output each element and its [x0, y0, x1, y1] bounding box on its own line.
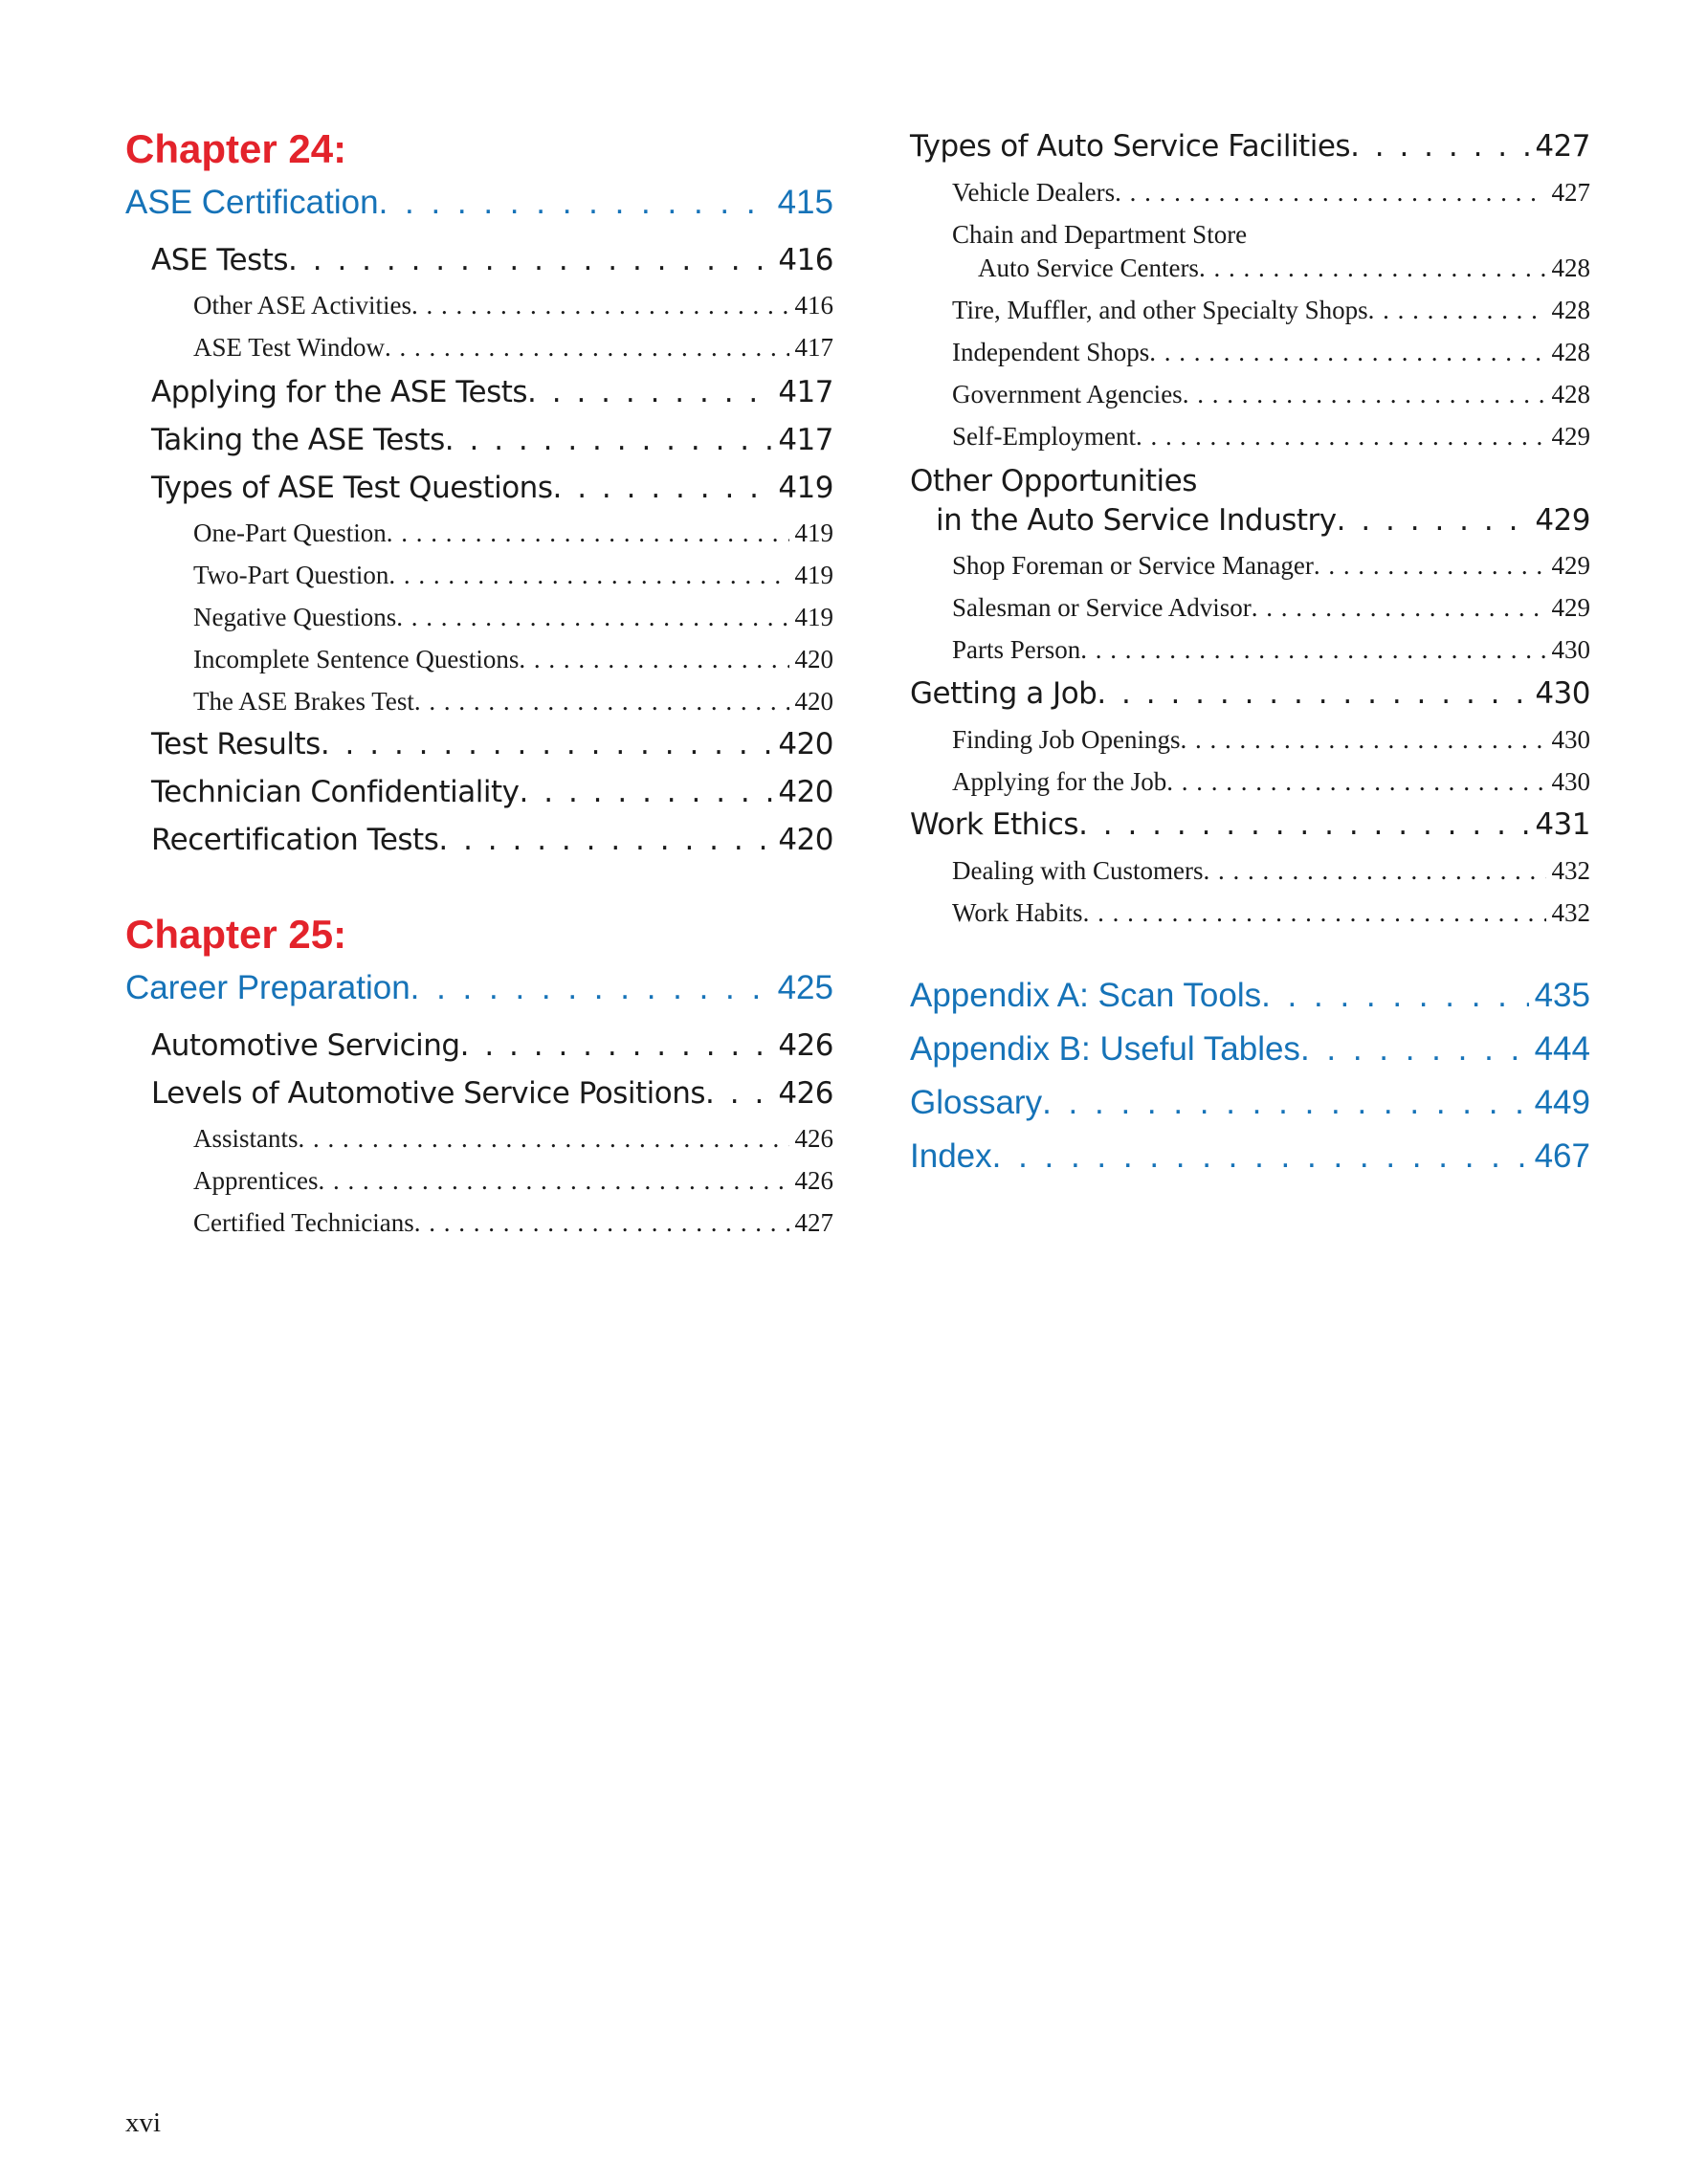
toc-entry-text: Government Agencies: [952, 380, 1183, 408]
toc-subentry[interactable]: [125, 686, 833, 717]
toc-page-number: 415: [777, 184, 833, 221]
toc-subentry[interactable]: [910, 897, 1590, 928]
dot-leader: [388, 560, 788, 590]
dot-leader: [1083, 897, 1546, 928]
toc-page-number: 430: [1551, 725, 1590, 754]
toc-entry-text: Parts Person: [952, 635, 1081, 664]
toc-page-number: 429: [1535, 503, 1590, 538]
toc-chapter-title-ase-certification[interactable]: [125, 184, 833, 222]
toc-page-number: 428: [1551, 254, 1590, 282]
dot-leader: [379, 184, 772, 222]
toc-page-number: 427: [794, 1208, 833, 1237]
toc-entry-text: Shop Foreman or Service Manager: [952, 551, 1314, 580]
toc-page-number: 435: [1534, 977, 1590, 1014]
chapter-24-label: Chapter 24:: [125, 126, 347, 171]
dot-leader: [1136, 421, 1546, 452]
dot-leader: [321, 726, 772, 762]
toc-glossary[interactable]: [910, 1084, 1590, 1122]
toc-entry[interactable]: [910, 502, 1590, 539]
dot-leader: [1042, 1084, 1529, 1122]
toc-page-number: 432: [1551, 856, 1590, 885]
toc-subentry[interactable]: [910, 253, 1590, 283]
toc-entry-text: Automotive Servicing: [151, 1028, 460, 1063]
toc-page-number: 417: [794, 333, 833, 362]
dot-leader: [411, 290, 789, 320]
dot-leader: [1166, 766, 1545, 797]
toc-entry-text: Appendix A: Scan Tools: [910, 977, 1262, 1014]
toc-page-number: 430: [1551, 767, 1590, 796]
dot-leader: [414, 686, 789, 717]
toc-page-number: 427: [1535, 129, 1590, 164]
toc-entry-text: Apprentices: [193, 1166, 319, 1195]
dot-leader: [992, 1137, 1529, 1176]
dot-leader: [1183, 379, 1546, 409]
toc-entry-text: ASE Test Window: [193, 333, 386, 362]
toc-page-number: 427: [1551, 178, 1590, 207]
toc-entry-text: Index: [910, 1137, 992, 1175]
toc-page-number: 449: [1534, 1084, 1590, 1121]
toc-entry-text: Certified Technicians: [193, 1208, 414, 1237]
toc-page-number: 426: [778, 1028, 833, 1063]
toc-entry-text: Taking the ASE Tests: [151, 423, 445, 457]
dot-leader: [299, 1123, 789, 1154]
dot-leader: [288, 242, 772, 278]
toc-page-number: 430: [1551, 635, 1590, 664]
toc-page-number: 419: [778, 471, 833, 505]
toc-entry-text: ASE Tests: [151, 243, 289, 277]
toc-entry[interactable]: [125, 470, 833, 506]
dot-leader: [387, 518, 789, 548]
toc-page-number: 428: [1551, 338, 1590, 366]
toc-page-number: 425: [777, 969, 833, 1006]
toc-page-number: 426: [794, 1124, 833, 1153]
toc-entry-text: Types of ASE Test Questions: [151, 471, 553, 505]
toc-subentry[interactable]: [910, 177, 1590, 208]
toc-page-number: 419: [794, 561, 833, 589]
toc-entry[interactable]: [125, 774, 833, 810]
dot-leader: [552, 470, 772, 506]
toc-entry-text: Vehicle Dealers: [952, 178, 1116, 207]
toc-page-number: 429: [1551, 422, 1590, 451]
toc-entry-text: Two-Part Question: [193, 561, 389, 589]
toc-entry-text: Types of Auto Service Facilities: [910, 129, 1351, 164]
toc-page-number: 416: [778, 243, 833, 277]
toc-entry[interactable]: [125, 726, 833, 762]
toc-chapter-title-career-preparation[interactable]: [125, 969, 833, 1007]
toc-entry-text: ASE Certification: [125, 184, 379, 221]
toc-entry-text: Work Habits: [952, 898, 1083, 927]
toc-entry[interactable]: [125, 374, 833, 410]
toc-page-number: 429: [1551, 593, 1590, 622]
toc-entry-text: Negative Questions: [193, 603, 397, 631]
page-folio: xvi: [125, 2107, 162, 2138]
toc-page-number: 420: [778, 727, 833, 761]
toc-page-number: 420: [794, 687, 833, 716]
toc-index[interactable]: [910, 1137, 1590, 1176]
dot-leader: [460, 1027, 773, 1064]
dot-leader: [1337, 502, 1530, 539]
dot-leader: [438, 822, 772, 858]
toc-subentry[interactable]: [125, 602, 833, 632]
toc-subentry[interactable]: [910, 766, 1590, 797]
toc-entry-text: Technician Confidentiality: [151, 775, 520, 809]
dot-leader: [705, 1075, 772, 1112]
toc-entry-text: Recertification Tests: [151, 823, 439, 857]
toc-subentry[interactable]: [125, 560, 833, 590]
toc-subentry[interactable]: [910, 855, 1590, 886]
toc-entry-text: Applying for the Job: [952, 767, 1167, 796]
toc-page-number: 416: [794, 291, 833, 320]
toc-page-number: 429: [1551, 551, 1590, 580]
toc-entry-text: Incomplete Sentence Questions: [193, 645, 520, 673]
toc-subentry[interactable]: [125, 1165, 833, 1196]
dot-leader: [519, 644, 788, 674]
toc-subentry[interactable]: [125, 1123, 833, 1154]
toc-page-number: 426: [794, 1166, 833, 1195]
toc-page-number: 432: [1551, 898, 1590, 927]
dot-leader: [1078, 806, 1529, 843]
toc-page-number: 467: [1534, 1137, 1590, 1175]
toc-entry-text: Appendix B: Useful Tables: [910, 1030, 1300, 1068]
toc-appendix-a[interactable]: [910, 977, 1590, 1015]
dot-leader: [520, 774, 773, 810]
toc-entry-text: Test Results: [151, 727, 321, 761]
toc-entry[interactable]: [125, 1027, 833, 1064]
toc-page-number: 420: [778, 775, 833, 809]
toc-entry-text: in the Auto Service Industry: [936, 503, 1337, 538]
toc-page-number: 420: [778, 823, 833, 857]
toc-page-number: 430: [1535, 676, 1590, 711]
toc-entry-text: One-Part Question: [193, 518, 387, 547]
toc-entry-text: Levels of Automotive Service Positions: [151, 1076, 706, 1111]
toc-entry-text: The ASE Brakes Test: [193, 687, 414, 716]
dot-leader: [1350, 128, 1529, 165]
toc-entry[interactable]: [125, 422, 833, 458]
toc-entry-text: Assistants: [193, 1124, 299, 1153]
toc-page-number: 419: [794, 603, 833, 631]
toc-entry[interactable]: [125, 1075, 833, 1112]
toc-subentry[interactable]: [910, 724, 1590, 755]
toc-entry-text: Glossary: [910, 1084, 1043, 1121]
toc-subentry[interactable]: [910, 550, 1590, 581]
dot-leader: [1368, 295, 1546, 325]
toc-subentry[interactable]: [910, 337, 1590, 367]
toc-entry-text: Salesman or Service Advisor: [952, 593, 1252, 622]
dot-leader: [527, 374, 772, 410]
toc-entry[interactable]: [910, 806, 1590, 843]
dot-leader: [445, 422, 773, 458]
dot-leader: [1097, 675, 1529, 712]
toc-subentry[interactable]: [125, 1207, 833, 1238]
toc-subentry[interactable]: [910, 295, 1590, 325]
toc-entry[interactable]: [125, 242, 833, 278]
toc-entry-text: Applying for the ASE Tests: [151, 375, 528, 409]
toc-subentry[interactable]: [125, 518, 833, 548]
dot-leader: [1181, 724, 1546, 755]
dot-leader: [1149, 337, 1545, 367]
toc-page-number: 444: [1534, 1030, 1590, 1068]
toc-page-number: 428: [1551, 296, 1590, 324]
toc-entry-text: Self-Employment: [952, 422, 1136, 451]
toc-subentry[interactable]: [910, 634, 1590, 665]
toc-page-number: 420: [794, 645, 833, 673]
toc-subentry[interactable]: [125, 644, 833, 674]
toc-subentry[interactable]: [910, 592, 1590, 623]
toc-entry-text: Getting a Job: [910, 676, 1097, 711]
dot-leader: [396, 602, 788, 632]
toc-entry-text: Independent Shops: [952, 338, 1150, 366]
toc-entry[interactable]: [910, 675, 1590, 712]
toc-page-number: 417: [778, 375, 833, 409]
toc-page-number: 428: [1551, 380, 1590, 408]
toc-entry-text: Tire, Muffler, and other Specialty Shops: [952, 296, 1368, 324]
dot-leader: [1314, 550, 1546, 581]
toc-entry-text: Finding Job Openings: [952, 725, 1181, 754]
toc-subentry[interactable]: [125, 332, 833, 363]
dot-leader: [318, 1165, 788, 1196]
toc-subentry[interactable]: [125, 290, 833, 320]
dot-leader: [1080, 634, 1545, 665]
toc-entry[interactable]: [910, 128, 1590, 165]
dot-leader: [1203, 855, 1545, 886]
toc-entry-text: Career Preparation: [125, 969, 410, 1006]
chapter-25-label: Chapter 25:: [125, 912, 347, 957]
dot-leader: [1252, 592, 1546, 623]
dot-leader: [410, 969, 772, 1007]
dot-leader: [1199, 253, 1546, 283]
dot-leader: [1300, 1030, 1529, 1069]
toc-page-number: 431: [1535, 807, 1590, 842]
toc-subentry[interactable]: [910, 379, 1590, 409]
toc-subentry[interactable]: [910, 421, 1590, 452]
toc-entry-text: Other ASE Activities: [193, 291, 411, 320]
toc-subentry-line1[interactable]: Chain and Department Store: [952, 220, 1248, 249]
dot-leader: [1115, 177, 1545, 208]
toc-page-number: 426: [778, 1076, 833, 1111]
dot-leader: [1261, 977, 1528, 1015]
toc-page-number: 419: [794, 518, 833, 547]
toc-entry-text: Auto Service Centers: [978, 254, 1199, 282]
toc-appendix-b[interactable]: [910, 1030, 1590, 1069]
toc-entry-line1[interactable]: Other Opportunities: [910, 464, 1197, 498]
dot-leader: [414, 1207, 789, 1238]
toc-entry-text: Dealing with Customers: [952, 856, 1204, 885]
toc-entry-text: Work Ethics: [910, 807, 1079, 842]
dot-leader: [385, 332, 788, 363]
toc-page-number: 417: [778, 423, 833, 457]
toc-entry[interactable]: [125, 822, 833, 858]
